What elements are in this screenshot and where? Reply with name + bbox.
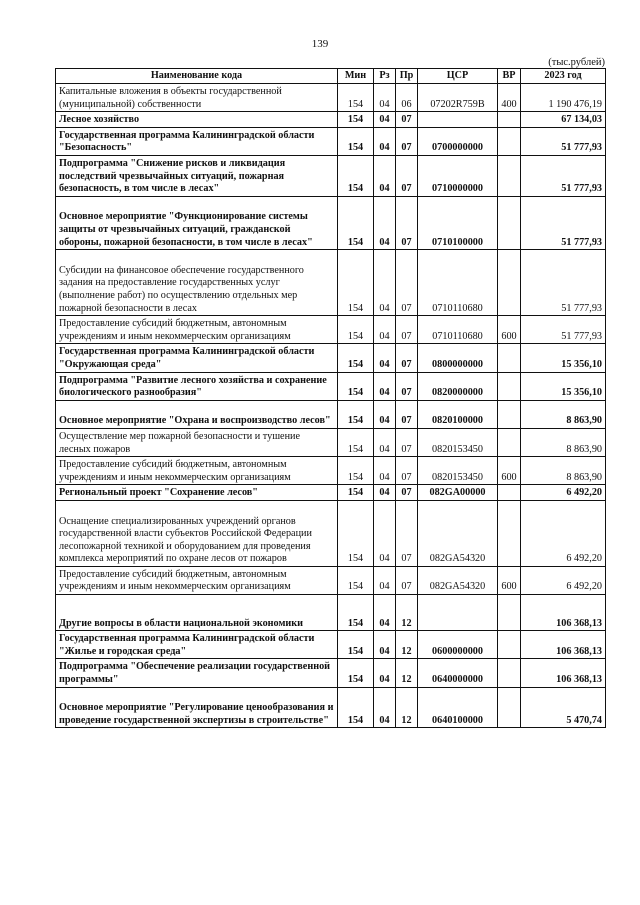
row-rz: 04	[374, 112, 396, 128]
table-row	[56, 428, 606, 456]
row-csr	[418, 595, 498, 631]
row-pr: 07	[396, 372, 418, 400]
row-vr	[498, 659, 521, 687]
row-vr	[498, 500, 521, 566]
row-csr: 0800000000	[418, 344, 498, 372]
row-min: 154	[338, 428, 374, 456]
table-row	[56, 84, 606, 112]
row-csr: 0640000000	[418, 659, 498, 687]
column-header-pr: Пр	[396, 69, 418, 84]
row-sum: 51 777,93	[521, 250, 606, 316]
row-pr: 07	[396, 127, 418, 155]
row-min: 154	[338, 112, 374, 128]
column-header-min: Мин	[338, 69, 374, 84]
row-name: Подпрограмма "Обеспечение реализации государственной программы"	[56, 659, 338, 687]
row-min: 154	[338, 250, 374, 316]
table-row	[56, 344, 606, 372]
row-csr: 0820153450	[418, 457, 498, 485]
row-rz: 04	[374, 316, 396, 344]
row-vr	[498, 196, 521, 249]
table-row	[56, 500, 606, 566]
row-rz: 04	[374, 400, 396, 428]
row-pr: 07	[396, 112, 418, 128]
column-header-rz: Рз	[374, 69, 396, 84]
table-row	[56, 196, 606, 249]
row-csr: 0820000000	[418, 372, 498, 400]
row-pr: 07	[396, 428, 418, 456]
page-number: 139	[311, 38, 329, 50]
row-rz: 04	[374, 500, 396, 566]
units-note: (тыс.рублей)	[548, 57, 605, 68]
header-row	[56, 69, 606, 84]
row-rz: 04	[374, 428, 396, 456]
row-rz: 04	[374, 631, 396, 659]
table-row	[56, 595, 606, 631]
row-csr: 0700000000	[418, 127, 498, 155]
row-min: 154	[338, 316, 374, 344]
row-min: 154	[338, 631, 374, 659]
row-pr: 07	[396, 457, 418, 485]
row-pr: 07	[396, 196, 418, 249]
row-sum: 106 368,13	[521, 595, 606, 631]
row-pr: 07	[396, 566, 418, 594]
row-sum: 51 777,93	[521, 196, 606, 249]
row-pr: 07	[396, 500, 418, 566]
row-pr: 12	[396, 659, 418, 687]
row-sum: 106 368,13	[521, 659, 606, 687]
row-rz: 04	[374, 196, 396, 249]
row-rz: 04	[374, 155, 396, 196]
row-name: Основное мероприятие "Охрана и воспроизводство лесов"	[56, 400, 338, 428]
row-csr: 082GA54320	[418, 500, 498, 566]
row-name: Субсидии на финансовое обеспечение государственного задания на предоставление государственных услуг (выполнение работ) по осуществлению отдельных мер пожарной безопасности в лесах	[56, 250, 338, 316]
row-csr: 0710110680	[418, 250, 498, 316]
row-min: 154	[338, 127, 374, 155]
row-sum: 1 190 476,19	[521, 84, 606, 112]
row-rz: 04	[374, 457, 396, 485]
row-min: 154	[338, 566, 374, 594]
row-vr: 400	[498, 84, 521, 112]
row-rz: 04	[374, 84, 396, 112]
table-row	[56, 566, 606, 594]
row-rz: 04	[374, 659, 396, 687]
row-name: Капитальные вложения в объекты государственной (муниципальной) собственности	[56, 84, 338, 112]
row-pr: 07	[396, 316, 418, 344]
row-vr	[498, 631, 521, 659]
column-header-csr: ЦСР	[418, 69, 498, 84]
table-row	[56, 112, 606, 128]
row-csr: 082GA54320	[418, 566, 498, 594]
row-sum: 106 368,13	[521, 631, 606, 659]
row-csr: 0710100000	[418, 196, 498, 249]
row-name: Основное мероприятие "Регулирование ценообразования и проведение государственной экспертизы в строительстве"	[56, 687, 338, 728]
row-rz: 04	[374, 372, 396, 400]
row-sum: 51 777,93	[521, 127, 606, 155]
row-sum: 8 863,90	[521, 457, 606, 485]
table-row	[56, 631, 606, 659]
row-pr: 07	[396, 250, 418, 316]
row-sum: 15 356,10	[521, 344, 606, 372]
row-name: Подпрограмма "Снижение рисков и ликвидация последствий чрезвычайных ситуаций, пожарная безопасность, в том числе в лесах"	[56, 155, 338, 196]
table-row	[56, 127, 606, 155]
row-min: 154	[338, 372, 374, 400]
row-csr: 0710110680	[418, 316, 498, 344]
row-min: 154	[338, 155, 374, 196]
row-name: Подпрограмма "Развитие лесного хозяйства и сохранение биологического разнообразия"	[56, 372, 338, 400]
row-pr: 07	[396, 400, 418, 428]
row-sum: 51 777,93	[521, 316, 606, 344]
row-pr: 12	[396, 595, 418, 631]
table-row	[56, 687, 606, 728]
row-csr	[418, 112, 498, 128]
row-name: Региональный проект "Сохранение лесов"	[56, 485, 338, 501]
row-rz: 04	[374, 595, 396, 631]
row-name: Оснащение специализированных учреждений органов государственной власти субъектов Российской Федерации лесопожарной техникой и оборудованием для проведения комплекса мероприятий по охране лесов от пожаров	[56, 500, 338, 566]
table-row	[56, 372, 606, 400]
budget-table	[55, 68, 606, 728]
table-row	[56, 400, 606, 428]
row-name: Предоставление субсидий бюджетным, автономным учреждениям и иным некоммерческим организациям	[56, 316, 338, 344]
row-min: 154	[338, 400, 374, 428]
row-vr	[498, 112, 521, 128]
row-csr: 0820153450	[418, 428, 498, 456]
row-vr	[498, 127, 521, 155]
row-name: Государственная программа Калининградской области "Окружающая среда"	[56, 344, 338, 372]
row-sum: 6 492,20	[521, 485, 606, 501]
row-csr: 0710000000	[418, 155, 498, 196]
row-sum: 8 863,90	[521, 400, 606, 428]
row-vr	[498, 485, 521, 501]
table-row	[56, 485, 606, 501]
table-row	[56, 316, 606, 344]
row-name: Государственная программа Калининградской области "Жилье и городская среда"	[56, 631, 338, 659]
row-csr: 0600000000	[418, 631, 498, 659]
row-sum: 6 492,20	[521, 566, 606, 594]
row-name: Предоставление субсидий бюджетным, автономным учреждениям и иным некоммерческим организациям	[56, 457, 338, 485]
table-body	[56, 84, 606, 728]
row-min: 154	[338, 457, 374, 485]
row-vr: 600	[498, 457, 521, 485]
row-csr: 0640100000	[418, 687, 498, 728]
column-header-vr: ВР	[498, 69, 521, 84]
row-min: 154	[338, 84, 374, 112]
row-rz: 04	[374, 250, 396, 316]
row-min: 154	[338, 344, 374, 372]
row-rz: 04	[374, 344, 396, 372]
row-min: 154	[338, 196, 374, 249]
row-vr	[498, 595, 521, 631]
row-name: Основное мероприятие "Функционирование системы защиты от чрезвычайных ситуаций, гражданской обороны, пожарной безопасности, в том числе в лесах"	[56, 196, 338, 249]
row-min: 154	[338, 500, 374, 566]
row-pr: 12	[396, 687, 418, 728]
table-row	[56, 457, 606, 485]
row-vr	[498, 400, 521, 428]
row-min: 154	[338, 485, 374, 501]
row-pr: 12	[396, 631, 418, 659]
row-vr	[498, 155, 521, 196]
row-vr: 600	[498, 566, 521, 594]
row-csr: 082GA00000	[418, 485, 498, 501]
table-row	[56, 250, 606, 316]
row-pr: 07	[396, 155, 418, 196]
row-sum: 5 470,74	[521, 687, 606, 728]
row-pr: 06	[396, 84, 418, 112]
row-rz: 04	[374, 485, 396, 501]
column-header-sum: 2023 год	[521, 69, 606, 84]
table-row	[56, 659, 606, 687]
row-csr: 0820100000	[418, 400, 498, 428]
row-vr	[498, 250, 521, 316]
row-rz: 04	[374, 127, 396, 155]
row-vr: 600	[498, 316, 521, 344]
row-sum: 15 356,10	[521, 372, 606, 400]
row-name: Другие вопросы в области национальной экономики	[56, 595, 338, 631]
row-sum: 67 134,03	[521, 112, 606, 128]
row-vr	[498, 372, 521, 400]
row-min: 154	[338, 659, 374, 687]
row-name: Государственная программа Калининградской области "Безопасность"	[56, 127, 338, 155]
row-csr: 07202R759B	[418, 84, 498, 112]
row-rz: 04	[374, 687, 396, 728]
row-vr	[498, 344, 521, 372]
row-name: Осуществление мер пожарной безопасности и тушение лесных пожаров	[56, 428, 338, 456]
row-sum: 51 777,93	[521, 155, 606, 196]
row-min: 154	[338, 595, 374, 631]
table-row	[56, 155, 606, 196]
row-pr: 07	[396, 485, 418, 501]
row-min: 154	[338, 687, 374, 728]
column-header-name: Наименование кода	[56, 69, 338, 84]
row-name: Предоставление субсидий бюджетным, автономным учреждениям и иным некоммерческим организациям	[56, 566, 338, 594]
row-rz: 04	[374, 566, 396, 594]
row-vr	[498, 428, 521, 456]
row-name: Лесное хозяйство	[56, 112, 338, 128]
row-sum: 8 863,90	[521, 428, 606, 456]
row-sum: 6 492,20	[521, 500, 606, 566]
row-pr: 07	[396, 344, 418, 372]
row-vr	[498, 687, 521, 728]
